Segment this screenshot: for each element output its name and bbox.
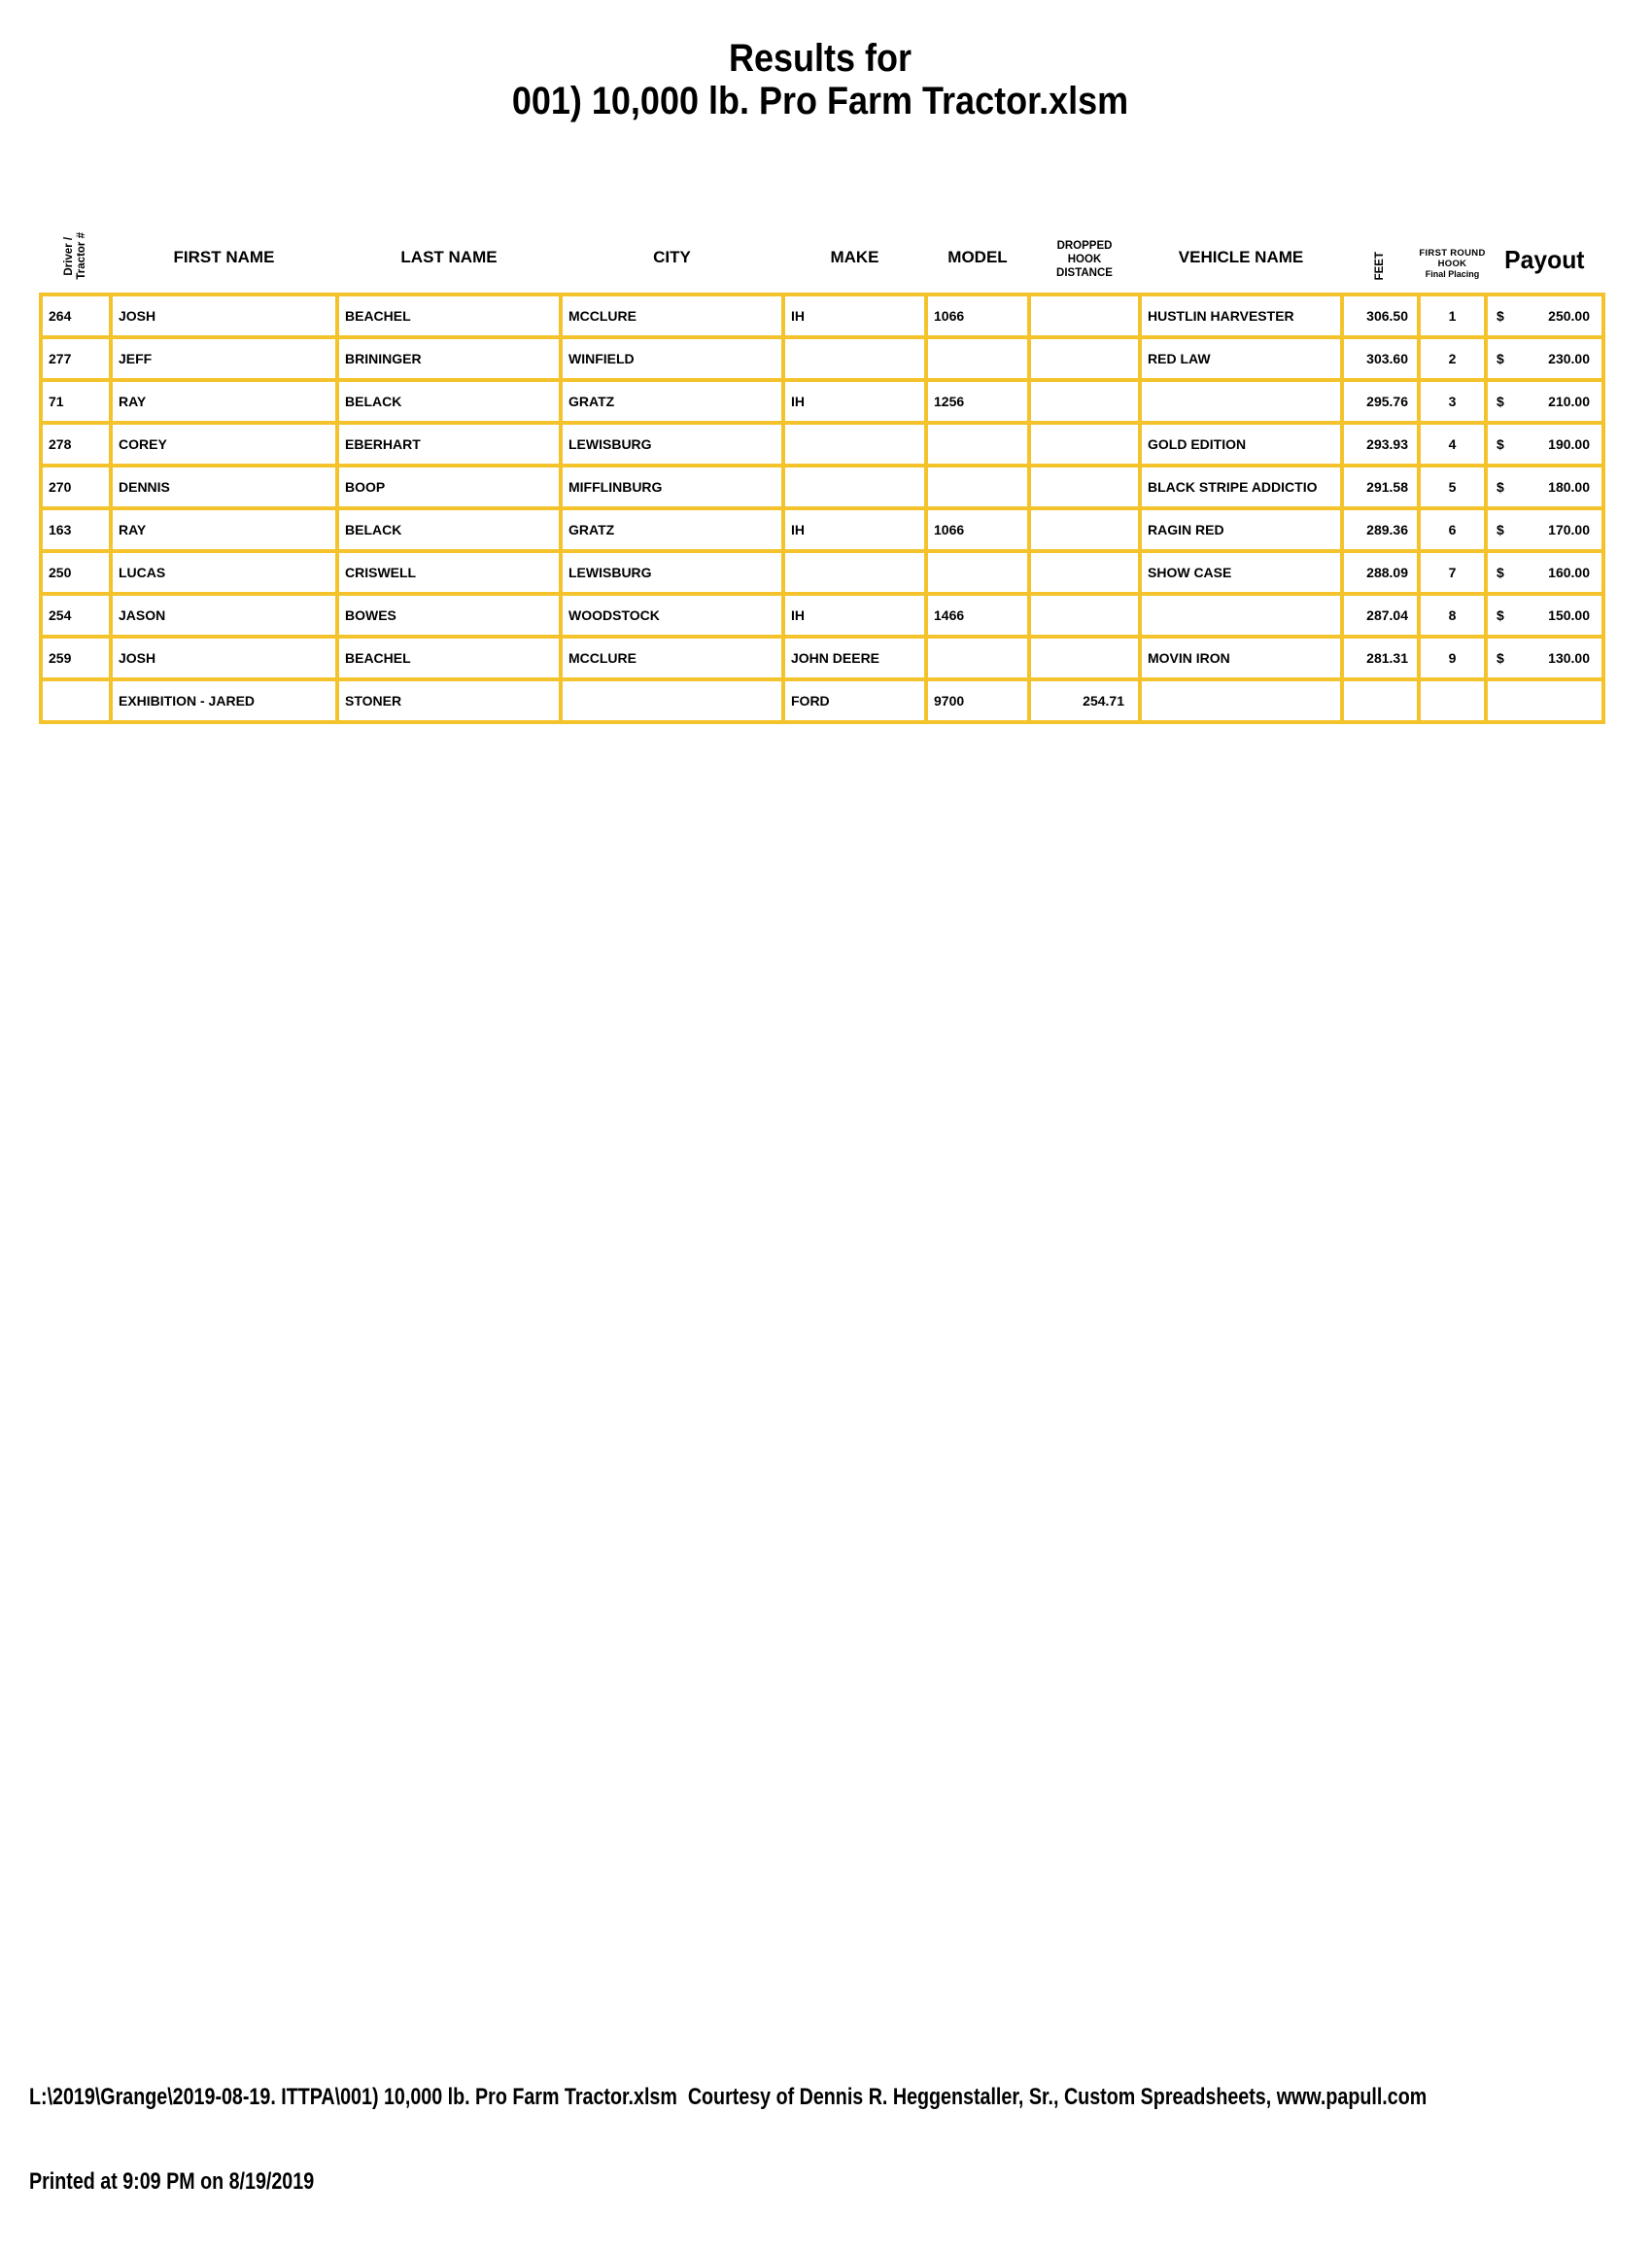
column-header-last-name: LAST NAME: [400, 248, 498, 266]
cell-dropped-hook-distance: [1029, 466, 1140, 508]
payout-amount: 230.00: [1548, 351, 1590, 366]
cell-make: [783, 423, 926, 466]
cell-model: [926, 551, 1029, 594]
payout-amount: 130.00: [1548, 650, 1590, 666]
column-header-driver-tractor: [41, 134, 111, 294]
cell-vehicle-name: [1140, 380, 1342, 423]
cell-feet: 281.31: [1342, 637, 1419, 679]
cell-make: IH: [783, 380, 926, 423]
header-row: [41, 134, 1603, 294]
cell-city: LEWISBURG: [561, 423, 783, 466]
cell-city: GRATZ: [561, 380, 783, 423]
table-row: [41, 380, 1603, 423]
cell-make: IH: [783, 594, 926, 637]
cell-city: [561, 679, 783, 722]
cell-first-name: RAY: [111, 380, 337, 423]
column-header-city: CITY: [653, 248, 691, 266]
cell-payout: [1486, 466, 1603, 508]
cell-dropped-hook-distance: [1029, 423, 1140, 466]
cell-city: GRATZ: [561, 508, 783, 551]
page-title: Results for: [728, 37, 912, 80]
cell-driver-number: 71: [41, 380, 111, 423]
column-header-make: MAKE: [830, 248, 879, 266]
cell-make: [783, 551, 926, 594]
cell-model: [926, 337, 1029, 380]
cell-model: [926, 637, 1029, 679]
column-header-first-name: FIRST NAME: [173, 248, 275, 266]
cell-make: [783, 337, 926, 380]
column-header-model: MODEL: [947, 248, 1008, 266]
footer-file-path: L:\2019\Grange\2019-08-19. ITTPA\001) 10,000 lb. Pro Farm Tractor.xlsm Courtesy of Dennis R. Heggenstaller, Sr., Custom Spreadsheets, www.papull.com: [29, 2084, 1428, 2110]
payout-amount: 170.00: [1548, 522, 1590, 537]
cell-city: WOODSTOCK: [561, 594, 783, 637]
cell-city: WINFIELD: [561, 337, 783, 380]
table-row: [41, 594, 1603, 637]
cell-driver-number: 277: [41, 337, 111, 380]
table-row: [41, 466, 1603, 508]
cell-final-placing: 8: [1419, 594, 1486, 637]
cell-final-placing: 1: [1419, 294, 1486, 337]
payout-amount: 150.00: [1548, 607, 1590, 623]
cell-vehicle-name: RAGIN RED: [1140, 508, 1342, 551]
cell-model: 1256: [926, 380, 1029, 423]
cell-first-name: COREY: [111, 423, 337, 466]
cell-vehicle-name: [1140, 594, 1342, 637]
cell-first-name: JEFF: [111, 337, 337, 380]
currency-symbol: $: [1497, 394, 1504, 409]
currency-symbol: $: [1497, 351, 1504, 366]
cell-dropped-hook-distance: [1029, 294, 1140, 337]
cell-model: 1066: [926, 508, 1029, 551]
cell-payout: [1486, 594, 1603, 637]
cell-dropped-hook-distance: [1029, 551, 1140, 594]
payout-amount: 190.00: [1548, 436, 1590, 452]
cell-first-name: JOSH: [111, 294, 337, 337]
cell-driver-number: 278: [41, 423, 111, 466]
cell-driver-number: 254: [41, 594, 111, 637]
results-table: [39, 134, 1605, 724]
cell-payout: [1486, 679, 1603, 722]
table-row: [41, 508, 1603, 551]
cell-payout: [1486, 337, 1603, 380]
cell-vehicle-name: [1140, 679, 1342, 722]
cell-last-name: BOOP: [337, 466, 561, 508]
payout-amount: 250.00: [1548, 308, 1590, 324]
cell-feet: [1342, 679, 1419, 722]
cell-city: MCCLURE: [561, 637, 783, 679]
cell-last-name: EBERHART: [337, 423, 561, 466]
cell-payout: [1486, 637, 1603, 679]
cell-driver-number: [41, 679, 111, 722]
cell-last-name: STONER: [337, 679, 561, 722]
cell-feet: 291.58: [1342, 466, 1419, 508]
currency-symbol: $: [1497, 308, 1504, 324]
table-row: [41, 337, 1603, 380]
payout-amount: 180.00: [1548, 479, 1590, 495]
cell-last-name: CRISWELL: [337, 551, 561, 594]
cell-dropped-hook-distance: [1029, 637, 1140, 679]
column-header-feet: [1342, 134, 1419, 294]
cell-payout: [1486, 508, 1603, 551]
cell-driver-number: 264: [41, 294, 111, 337]
cell-last-name: BRININGER: [337, 337, 561, 380]
cell-final-placing: 5: [1419, 466, 1486, 508]
table-row: [41, 294, 1603, 337]
cell-vehicle-name: MOVIN IRON: [1140, 637, 1342, 679]
currency-symbol: $: [1497, 479, 1504, 495]
cell-dropped-hook-distance: [1029, 508, 1140, 551]
cell-model: [926, 466, 1029, 508]
cell-city: LEWISBURG: [561, 551, 783, 594]
cell-first-name: EXHIBITION - JARED: [111, 679, 337, 722]
currency-symbol: $: [1497, 607, 1504, 623]
cell-dropped-hook-distance: 254.71: [1029, 679, 1140, 722]
cell-payout: [1486, 294, 1603, 337]
column-header-vehicle-name: VEHICLE NAME: [1178, 248, 1304, 266]
currency-symbol: $: [1497, 436, 1504, 452]
cell-city: MIFFLINBURG: [561, 466, 783, 508]
footer: [29, 2027, 1427, 2251]
cell-driver-number: 163: [41, 508, 111, 551]
cell-last-name: BEACHEL: [337, 637, 561, 679]
cell-last-name: BELACK: [337, 508, 561, 551]
cell-vehicle-name: GOLD EDITION: [1140, 423, 1342, 466]
table-row: [41, 551, 1603, 594]
cell-vehicle-name: SHOW CASE: [1140, 551, 1342, 594]
cell-first-name: DENNIS: [111, 466, 337, 508]
cell-make: FORD: [783, 679, 926, 722]
driver-tractor-rotated-label: Driver / Tractor #: [63, 232, 87, 280]
cell-model: 9700: [926, 679, 1029, 722]
column-header-dropped-hook-distance: DROPPED HOOK DISTANCE: [1056, 240, 1113, 279]
cell-model: [926, 423, 1029, 466]
cell-driver-number: 270: [41, 466, 111, 508]
cell-make: [783, 466, 926, 508]
cell-feet: 289.36: [1342, 508, 1419, 551]
cell-final-placing: 7: [1419, 551, 1486, 594]
cell-final-placing: 3: [1419, 380, 1486, 423]
cell-first-name: RAY: [111, 508, 337, 551]
cell-feet: 303.60: [1342, 337, 1419, 380]
cell-final-placing: 9: [1419, 637, 1486, 679]
cell-payout: [1486, 551, 1603, 594]
cell-make: JOHN DEERE: [783, 637, 926, 679]
payout-amount: 160.00: [1548, 565, 1590, 580]
feet-rotated-label: FEET: [1374, 251, 1386, 280]
cell-make: IH: [783, 294, 926, 337]
cell-payout: [1486, 423, 1603, 466]
currency-symbol: $: [1497, 522, 1504, 537]
cell-last-name: BELACK: [337, 380, 561, 423]
cell-final-placing: [1419, 679, 1486, 722]
table-row: [41, 637, 1603, 679]
cell-final-placing: 6: [1419, 508, 1486, 551]
cell-model: 1066: [926, 294, 1029, 337]
cell-feet: 288.09: [1342, 551, 1419, 594]
cell-feet: 306.50: [1342, 294, 1419, 337]
table-row: [41, 679, 1603, 722]
currency-symbol: $: [1497, 650, 1504, 666]
cell-dropped-hook-distance: [1029, 380, 1140, 423]
cell-final-placing: 4: [1419, 423, 1486, 466]
cell-final-placing: 2: [1419, 337, 1486, 380]
payout-amount: 210.00: [1548, 394, 1590, 409]
cell-city: MCCLURE: [561, 294, 783, 337]
cell-feet: 287.04: [1342, 594, 1419, 637]
cell-first-name: LUCAS: [111, 551, 337, 594]
cell-feet: 295.76: [1342, 380, 1419, 423]
cell-last-name: BOWES: [337, 594, 561, 637]
cell-feet: 293.93: [1342, 423, 1419, 466]
cell-vehicle-name: HUSTLIN HARVESTER: [1140, 294, 1342, 337]
column-header-first-round-hook: FIRST ROUND HOOK Final Placing: [1419, 248, 1486, 279]
cell-dropped-hook-distance: [1029, 337, 1140, 380]
column-header-payout: Payout: [1504, 245, 1585, 274]
cell-first-name: JOSH: [111, 637, 337, 679]
cell-make: IH: [783, 508, 926, 551]
cell-first-name: JASON: [111, 594, 337, 637]
footer-printed-timestamp: Printed at 9:09 PM on 8/19/2019: [29, 2168, 315, 2195]
table-row: [41, 423, 1603, 466]
cell-driver-number: 259: [41, 637, 111, 679]
cell-payout: [1486, 380, 1603, 423]
cell-driver-number: 250: [41, 551, 111, 594]
cell-dropped-hook-distance: [1029, 594, 1140, 637]
cell-vehicle-name: RED LAW: [1140, 337, 1342, 380]
currency-symbol: $: [1497, 565, 1504, 580]
cell-last-name: BEACHEL: [337, 294, 561, 337]
cell-model: 1466: [926, 594, 1029, 637]
page-subtitle: 001) 10,000 lb. Pro Farm Tractor.xlsm: [511, 80, 1129, 122]
cell-vehicle-name: BLACK STRIPE ADDICTIO: [1140, 466, 1342, 508]
